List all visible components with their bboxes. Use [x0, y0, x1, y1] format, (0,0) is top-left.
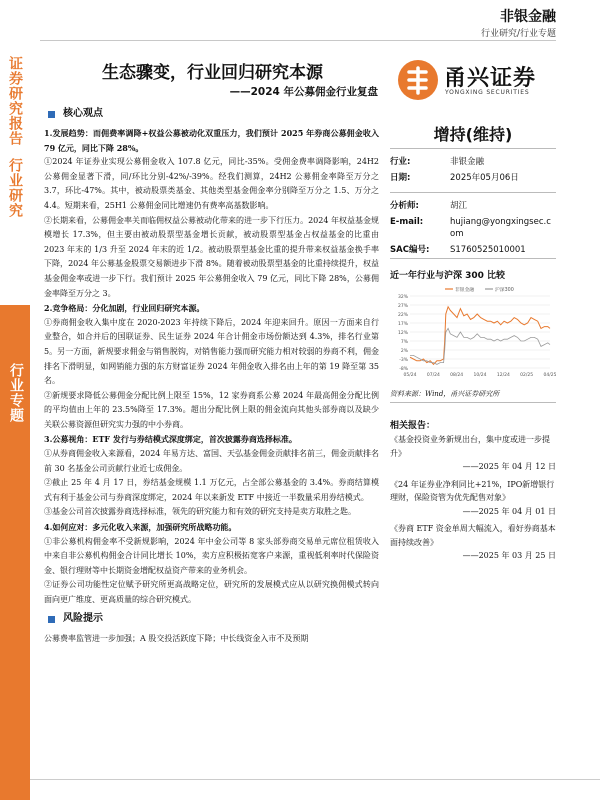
competition-para-2: ②新规要求降低公募佣金分配比例上限至 15%，12 家券商系公募 2024 年最高佣金分配比例的平均值由上年的 23.5%降至 17.3%。超出分配比例上限的佣金流向其他头部券商以及缺少关联公募资源但研究实力强的中小券商。	[44, 390, 379, 429]
y-tick-label: 22%	[397, 312, 408, 318]
section-square-icon	[48, 616, 55, 623]
y-tick-label: -3%	[399, 357, 408, 363]
competition-para-1: ①券商佣金收入集中度在 2020-2023 年持续下降后，2024 年迎来回升。原因一方面来自行业整合，如合并后的国联证券、民生证券 2024 年合计佣金市场份额达到 4.3%，排名行业第 5。另一方面，新规要求佣金与销售脱钩，对销售能力强而研究能力相对较弱的券商不利，佣金排名下滑明显，如网销能力强的东方财富证券 2024 年佣金收入排名由上年的第 19 降至第 35 名。	[44, 317, 379, 386]
section-label: 行业专题	[8, 363, 24, 423]
page-title: 生态骤变，行业回归研究本源	[102, 63, 323, 83]
header-divider	[40, 40, 556, 41]
fund-view-heading: 3.公募视角：ETF 发行与券结模式深度绑定，首次披露券商选择标准。	[44, 434, 297, 445]
trend-para-2: ②长期来看，公募佣金率关而临佣权益公募被动化带来的进一步下行压力。2024 年权益基金规模增长 17.3%，但主要由被动股票型基金增长贡献，被动股票型基金占权益基金的比重由 2023 年末的 1/3 升至 2024 年末的近 1/2。被动股票型基金比重的提升带来权益基金换手率下降，2024 年公募基金股票交易额进步下滑 8%。随着被动股票型基金的比重持续提升，权益基金佣金率或进一步下行。我们预计 2025 年公募佣金收入 79 亿元，同比下降 28%，公募佣金率降至万分之 3。	[44, 215, 379, 298]
y-tick-label: 12%	[397, 330, 408, 336]
risk-heading: 风险提示	[48, 612, 379, 628]
fund-view-para-3: ③基金公司首次披露券商选择标准，领先的研究能力和有效的研究支持是卖方取胜之匙。	[44, 507, 356, 517]
logo-name-en: YONGXING SECURITIES	[445, 89, 530, 96]
header-subcategory: 行业研究/行业专题	[480, 29, 556, 39]
page-subtitle: ——2024 年公募佣金行业复盘	[229, 86, 378, 98]
logo-name: 甬兴证券	[444, 66, 537, 91]
sidebar-top	[0, 0, 30, 300]
trend-heading: 1.发展趋势：而佣费率调降+权益公募被动化双重压力，我们预计 2025 年券商公募佣金收入 79 亿元，同比下降 28%。	[44, 128, 379, 153]
analyst-row: 分析师: 胡江	[390, 201, 468, 211]
response-para-2: ②证券公司功能性定位赋予研究所更高战略定位，研究所的发展模式应从以研究换佣模式转向面向更广维度、更高质量的综合研究模式。	[44, 580, 379, 604]
info-block	[390, 154, 556, 186]
section-square-icon	[48, 111, 55, 118]
sidebar-section-bar	[0, 305, 30, 800]
research-type-label: 行业研究	[7, 158, 23, 218]
related-reports	[390, 418, 556, 563]
chart-title: 近一年行业与沪深 300 比较	[390, 271, 506, 281]
related-date: ——2025 年 03 月 25 日	[462, 551, 556, 560]
x-tick-label: 02/25	[520, 373, 534, 378]
related-date: ——2025 年 04 月 01 日	[462, 506, 556, 516]
chart-divider	[390, 402, 556, 403]
analyst-row: SAC编号: S1760525010001	[390, 245, 526, 255]
related-item[interactable]: 《券商 ETF 资金单周大幅流入，看好券商基本面持续改善》	[390, 524, 556, 547]
logo-mark-icon	[398, 60, 438, 100]
related-date: ——2025 年 04 月 12 日	[462, 462, 556, 471]
legend-label: 非银金融	[455, 287, 475, 293]
related-item[interactable]: 《24 年证券业净利同比+21%，IPO新增银行理财，保险资管为优先配售对象》	[390, 479, 555, 502]
x-tick-label: 08/24	[450, 373, 464, 378]
analyst-block	[390, 198, 556, 258]
y-tick-label: 27%	[397, 303, 408, 309]
rating-divider	[390, 148, 556, 149]
performance-chart	[390, 284, 556, 384]
response-heading: 4.如何应对：多元化收入来源，加强研究所战略功能。	[44, 522, 237, 533]
y-tick-label: 7%	[400, 339, 408, 345]
x-tick-label: 12/24	[496, 373, 510, 378]
main-content	[44, 106, 379, 646]
related-heading: 相关报告：	[390, 421, 436, 431]
footer-divider	[30, 779, 600, 780]
response-para-1: ①非公募机构佣金率不受新规影响，2024 年中金公司等 8 家头部券商交易单元席位租赁收入中来自非公募机构佣金合计同比增长 10%，卖方应积极拓宽客户来源，重视低利率时代保险资金、银行理财等中长期资金增配权益资产带来的业务机会。	[44, 536, 379, 575]
fund-view-para-1: ①从券商佣金收入来源看，2024 年易方达、富国、天弘基金佣金贡献排名前三，佣金贡献排名前 30 名基金公司贡献行业近七成佣金。	[44, 449, 379, 473]
y-tick-label: 32%	[397, 294, 408, 300]
x-tick-label: 07/24	[426, 373, 440, 378]
y-tick-label: 17%	[397, 321, 408, 327]
legend-label: 沪深300	[495, 287, 514, 293]
report-type-label: 证券研究报告	[7, 56, 23, 146]
analyst-divider	[390, 258, 556, 259]
analyst-email-row: E-mail: hujiang@yongxingsec.com	[390, 217, 551, 239]
info-row: 行业: 非银金融	[390, 157, 485, 167]
x-tick-label: 05/24	[403, 373, 417, 378]
trend-para-1: ①2024 年证券业实现公募佣金收入 107.8 亿元，同比-35%。受佣金费率调降影响，24H2 公募佣金显著下滑，同/环比分别-42%/-39%。经我们测算，24H2 公募佣金率降至万分之 3.7，环比-47%。其中，被动股票类基金、其他类型基金佣金率分别降至万分之 1.5、万分之 4.4。短期来看，25H1 公募佣金同比增速仍有费率高基数影响。	[44, 157, 379, 210]
header-category: 非银金融	[500, 9, 556, 25]
y-tick-label: 2%	[400, 348, 408, 354]
fund-view-para-2: ②截止 25 年 4 月 17 日，券结基金规模 1.1 万亿元，占全部公募基金的 3.4%。券商结算模式有利于基金公司与券商深度绑定，2024 年以来新发 ETF 中接近一半数量采用券结模式。	[44, 478, 379, 502]
risk-text: 公募费率监管进一步加强；A 股交投活跃度下降；中长线资金入市不及预期	[44, 633, 309, 643]
x-tick-label: 04/25	[543, 373, 556, 378]
info-divider	[390, 192, 556, 193]
x-tick-label: 10/24	[473, 373, 487, 378]
core-view-heading: 核心观点	[48, 106, 379, 122]
series-line-nonbank	[410, 307, 550, 365]
related-item[interactable]: 《基金投资业务新规出台，集中度或进一步提升》	[390, 435, 550, 458]
chart-source: 资料来源：Wind，甬兴证券研究所	[390, 390, 500, 398]
competition-heading: 2.竞争格局：分化加剧，行业回归研究本源。	[44, 303, 205, 314]
rating-badge: 增持(维持)	[433, 125, 513, 144]
info-row: 日期: 2025年05月06日	[390, 173, 519, 183]
y-tick-label: -8%	[399, 366, 408, 372]
